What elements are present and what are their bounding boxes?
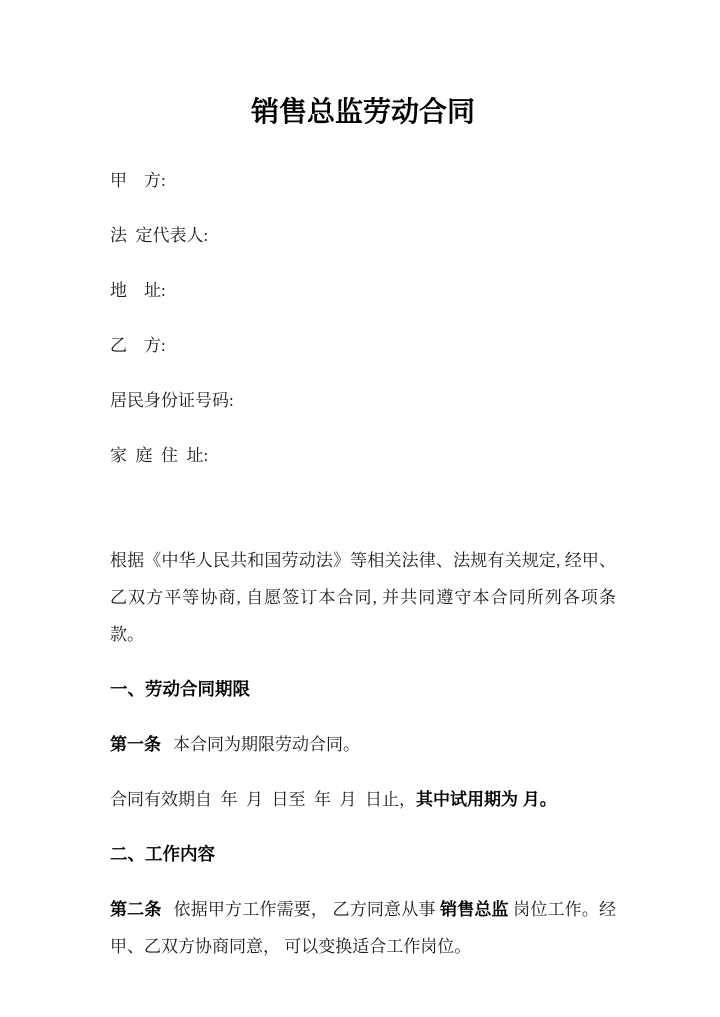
section-1-heading: 一、劳动合同期限: [110, 679, 250, 699]
field-home-address: 家 庭 住 址:: [110, 446, 209, 465]
field-address: 地 址:: [110, 281, 166, 300]
preamble-paragraph: 根据《中华人民共和国劳动法》等相关法律、法规有关规定, 经甲、乙双方平等协商, 自愿签订本合同, 并共同遵守本合同所列各项条款。: [110, 551, 616, 644]
clause-1-label: 第一条: [110, 735, 161, 754]
field-id-number: 居民身份证号码:: [110, 391, 234, 410]
clause-1-text: 本合同为期限劳动合同。: [173, 735, 360, 754]
clause-2-text-after: 岗位工作。经甲、乙双方协商同意， 可以变换适合工作岗位。: [110, 900, 617, 956]
document-title: 销售总监劳动合同: [250, 96, 475, 127]
position-title-bold-text: 销售总监: [440, 900, 509, 919]
clause-term-duration-text: 合同有效期自 年 月 日至 年 月 日止，: [110, 790, 416, 809]
field-legal-representative: 法 定代表人:: [110, 226, 209, 245]
clause-1: [110, 726, 616, 763]
clause-2: [110, 891, 616, 965]
field-party-a: 甲 方:: [110, 171, 166, 190]
field-party-b: 乙 方:: [110, 336, 166, 355]
section-2-heading: 二、工作内容: [110, 844, 215, 864]
clause-term-duration: [110, 781, 616, 818]
clause-2-label: 第二条: [110, 900, 162, 919]
probation-period-bold-text: 其中试用期为 月。: [416, 790, 557, 809]
clause-2-text-before: 依据甲方工作需要， 乙方同意从事: [173, 900, 441, 919]
